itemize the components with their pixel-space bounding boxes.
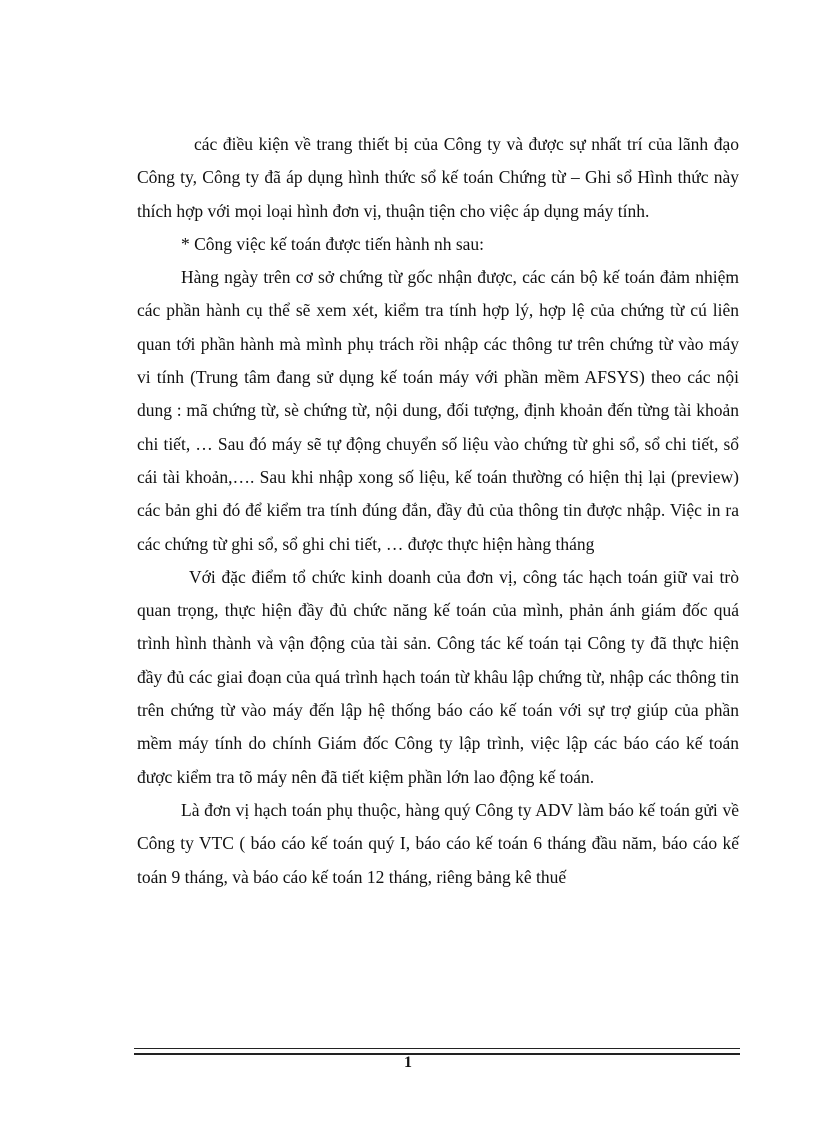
- paragraph-business-organization: Với đặc điểm tổ chức kinh doanh của đơn vị, công tác hạch toán giữ vai trò quan trọng, thực hiện đầy đủ chức năng kế toán của mình, phản ánh giám đốc quá trình hình thành và vận động của tài sản. Công tác kế toán tại Công ty đã thực hiện đầy đủ các giai đoạn của quá trình hạch toán từ khâu lập chứng từ, nhập các thông tin trên chứng từ vào máy đến lập hệ thống báo cáo kế toán với sự trợ giúp của phần mềm máy tính do chính Giám đốc Công ty lập trình, việc lập các báo cáo kế toán được kiểm tra tõ máy nên đã tiết kiệm phần lớn lao động kế toán.: [137, 566, 739, 787]
- paragraph-accounting-work-heading: * Công việc kế toán được tiến hành nh sau:: [181, 233, 485, 254]
- document-body: [137, 128, 739, 894]
- paragraph-equipment-conditions: các điều kiện về trang thiết bị của Công ty và được sự nhất trí của lãnh đạo Công ty, Công ty đã áp dụng hình thức sổ kế toán Chứng từ – Ghi sổ Hình thức này thích hợp với mọi loại hình đơn vị, thuận tiện cho việc áp dụng máy tính.: [137, 134, 739, 221]
- paragraph-dependent-unit: Là đơn vị hạch toán phụ thuộc, hàng quý Công ty ADV làm báo kế toán gửi về Công ty VTC ( báo cáo kế toán quý I, báo cáo kế toán 6 tháng đầu năm, báo cáo kế toán 9 tháng, và báo cáo kế toán 12 tháng, riêng bảng kê thuế: [137, 799, 739, 887]
- paragraph-daily-process: Hàng ngày trên cơ sở chứng từ gốc nhận được, các cán bộ kế toán đảm nhiệm các phần hành cụ thể sẽ xem xét, kiểm tra tính hợp lý, hợp lệ của chứng từ cú liên quan tới phần hành mà mình phụ trách rồi nhập các thông tư trên chứng từ vào máy vi tính (Trung tâm đang sử dụng kế toán máy với phần mềm AFSYS) theo các nội dung : mã chứng từ, sè chứng từ, nội dung, đối tượng, định khoản đến từng tài khoản chi tiết, … Sau đó máy sẽ tự động chuyển số liệu vào chứng từ ghi sổ, sổ chi tiết, sổ cái tài khoản,…. Sau khi nhập xong số liệu, kế toán thường có hiện thị lại (preview) các bản ghi đó để kiểm tra tính đúng đắn, đầy đủ của thông tin được nhập. Việc in ra các chứng từ ghi sổ, sổ ghi chi tiết, … được thực hiện hàng tháng: [137, 267, 739, 554]
- page-number: 1: [404, 1054, 412, 1071]
